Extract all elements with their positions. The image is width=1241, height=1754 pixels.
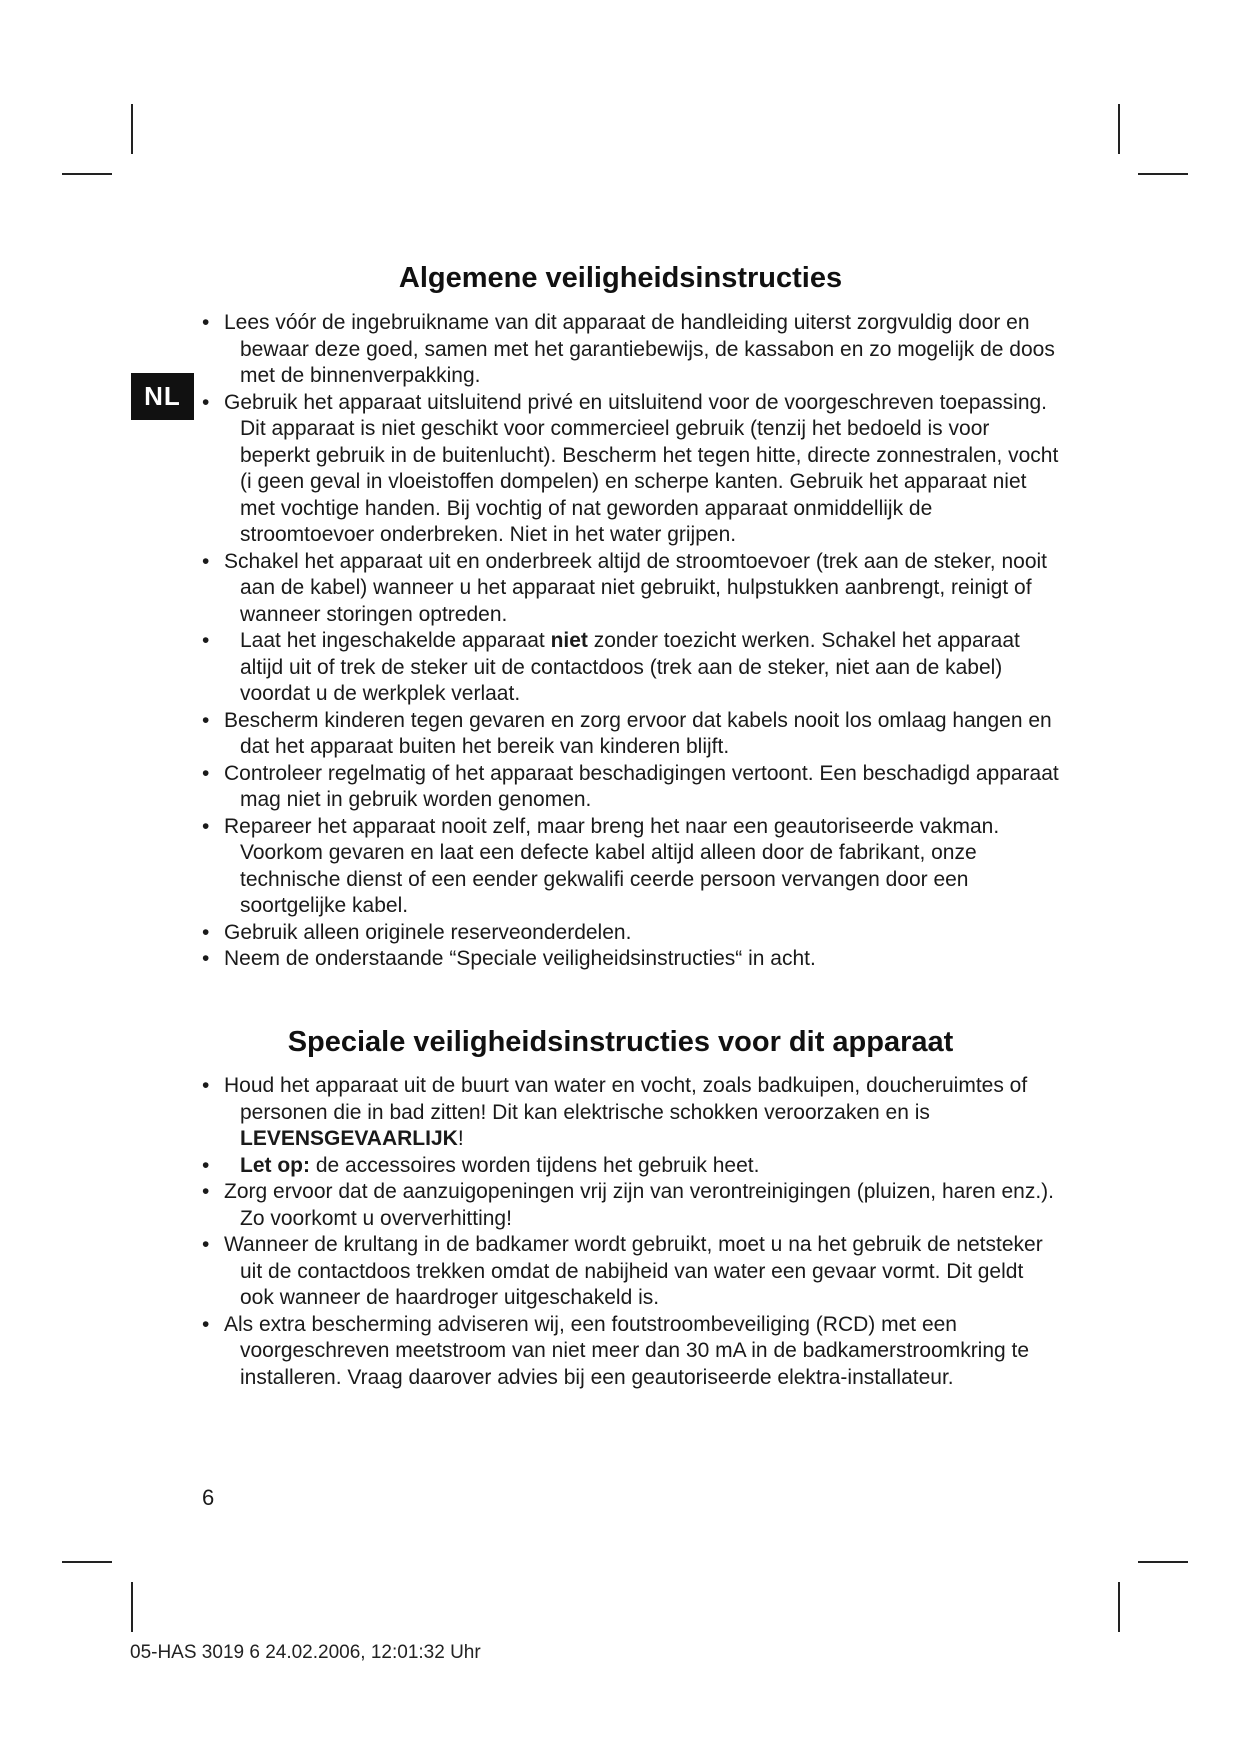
list-item (200, 1232, 1060, 1312)
crop-mark-top-left-horizontal (62, 173, 112, 175)
list-item (200, 761, 1060, 814)
list-item-text: Controleer regelmatig of het apparaat beschadigingen vertoont. Een beschadigd apparaat mag niet in gebruik worden genomen. (224, 761, 1059, 811)
list-item (200, 920, 1060, 947)
list-item-text: Wanneer de krultang in de badkamer wordt gebruikt, moet u na het gebruik de netsteker uit de contactdoos trekken omdat de nabijheid van water een gevaar vormt. Dit geldt ook wanneer de haardroger uitgeschakeld is. (224, 1233, 1043, 1309)
list-item (200, 1312, 1060, 1392)
list-item (200, 1179, 1060, 1232)
list-item (200, 946, 1060, 973)
list-item (200, 1153, 1060, 1180)
list-item (200, 310, 1060, 390)
list-item (200, 1073, 1060, 1153)
emphasis-text: niet (550, 629, 588, 652)
list-item-text: Gebruik het apparaat uitsluitend privé en uitsluitend voor de voorgeschreven toepassing. Dit apparaat is niet geschikt voor commercieel gebruik (tenzij het bedoeld is voor beperkt gebruik in de buitenlucht). Bescherm het tegen hitte, directe zonnestralen, vocht (i geen geval in vloeistoffen dompelen) en scherpe kanten. Gebruik het apparaat niet met vochtige handen. Bij vochtig of nat geworden apparaat onmiddellijk de stroomtoevoer onderbreken. Niet in het water grijpen. (224, 390, 1059, 546)
emphasis-text: LEVENSGEVAARLIJK (240, 1127, 458, 1150)
list-item (200, 390, 1060, 549)
list-item (200, 708, 1060, 761)
list-item-text: Repareer het apparaat nooit zelf, maar breng het naar een geautoriseerde vakman. Voorkom gevaren en laat een defecte kabel altijd alleen door de fabrikant, onze technische dienst of een eender gekwalifi ceerde persoon vervangen door een soortgelijke kabel. (224, 814, 1000, 917)
list-item-text: Gebruik alleen originele reserveonderdelen. (224, 920, 632, 944)
crop-mark-bottom-left-horizontal (62, 1561, 112, 1563)
crop-mark-bottom-right-vertical (1118, 1582, 1120, 1632)
list-item-text: Neem de onderstaande “Speciale veiligheidsinstructies“ in acht. (224, 947, 816, 970)
list-item-text: Laat het ingeschakelde apparaat (240, 629, 551, 652)
list-item-text: de accessoires worden tijdens het gebruik heet. (309, 1153, 760, 1177)
list-item (200, 549, 1060, 629)
list-item-text: Schakel het apparaat uit en onderbreek altijd de stroomtoevoer (trek aan de steker, nooit aan de kabel) wanneer u het apparaat niet gebruikt, hulpstukken aanbrengt, reinigt of wanneer storingen optreden. (224, 549, 1047, 626)
emphasis-text: Let op: (240, 1153, 310, 1177)
list-item-text: zonder toezicht werken. Schakel het apparaat altijd uit of trek de steker uit de contactdoos (trek aan de steker, niet aan de kabel) voordat u de werkplek verlaat. (240, 629, 1020, 705)
list-item-text: ! (457, 1127, 464, 1150)
crop-mark-top-left-vertical (131, 104, 133, 154)
list-item (200, 814, 1060, 920)
crop-mark-bottom-right-horizontal (1138, 1561, 1188, 1563)
crop-mark-top-right-horizontal (1138, 173, 1188, 175)
crop-mark-top-right-vertical (1118, 104, 1120, 154)
print-footer: 05-HAS 3019 6 24.02.2006, 12:01:32 Uhr (130, 1642, 481, 1663)
list-item (200, 628, 1060, 708)
list-item-text: Lees vóór de ingebruikname van dit apparaat de handleiding uiterst zorgvuldig door en bewaar deze goed, samen met het garantiebewijs, de kassabon en zo mogelijk de doos met de binnenverpakking. (224, 311, 1055, 387)
special-safety-list (200, 1073, 1060, 1391)
list-item-text: Bescherm kinderen tegen gevaren en zorg ervoor dat kabels nooit los omlaag hangen en dat het apparaat buiten het bereik van kinderen blijft. (224, 708, 1052, 758)
page-number: 6 (202, 1485, 215, 1510)
list-item-text: Zorg ervoor dat de aanzuigopeningen vrij zijn van verontreinigingen (pluizen, haren enz.). Zo voorkomt u oververhitting! (224, 1180, 1055, 1230)
language-tab: NL (131, 373, 194, 420)
crop-mark-bottom-left-vertical (131, 1582, 133, 1632)
section-title-general: Algemene veiligheidsinstructies (398, 262, 843, 294)
list-item-text: Houd het apparaat uit de buurt van water en vocht, zoals badkuipen, doucheruimtes of personen die in bad zitten! Dit kan elektrische schokken veroorzaken en is (224, 1074, 1028, 1124)
section-title-special: Speciale veiligheidsinstructies voor dit apparaat (287, 1026, 954, 1058)
list-item-text: Als extra bescherming adviseren wij, een foutstroombeveiliging (RCD) met een voorgeschreven meetstroom van niet meer dan 30 mA in de badkamerstroomkring te installeren. Vraag daarover advies bij een geautoriseerde elektra-installateur. (224, 1312, 1030, 1389)
general-safety-list (200, 310, 1060, 973)
